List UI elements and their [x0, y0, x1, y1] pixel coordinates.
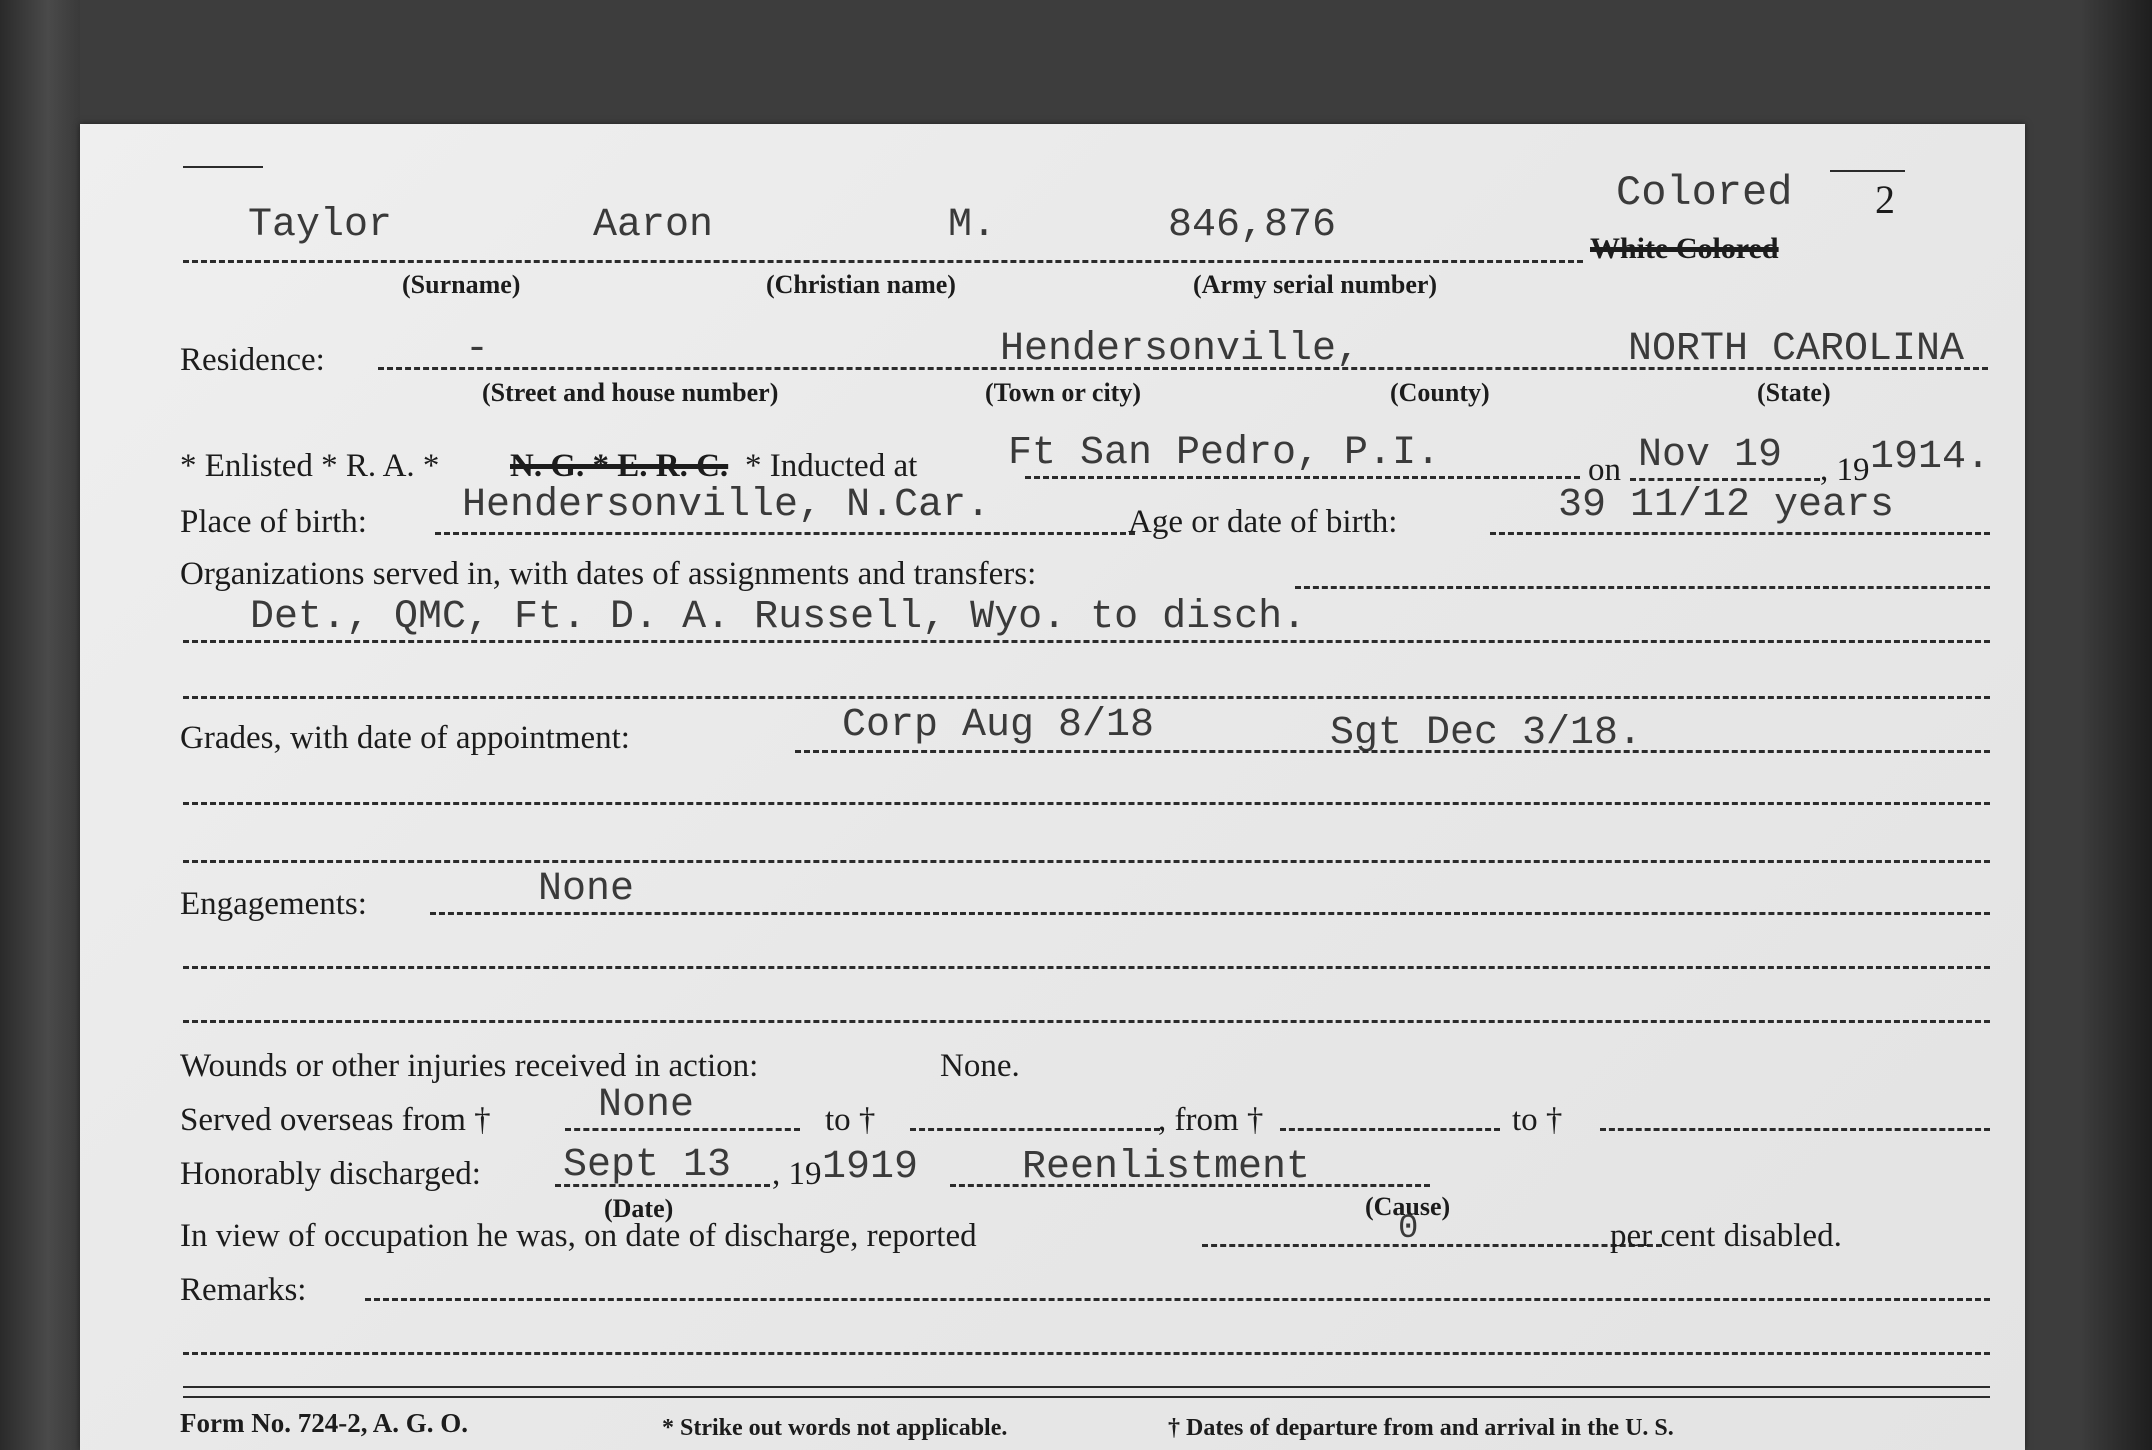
state-caption: (State) [1757, 378, 1831, 407]
age-value: 39 11/12 years [1558, 483, 1895, 528]
grades-label: Grades, with date of appointment: [180, 720, 630, 756]
footnote-strike-out: * Strike out words not applicable. [662, 1415, 1008, 1441]
card-number: 2 [1875, 177, 1895, 222]
street-caption: (Street and house number) [482, 378, 779, 407]
footer-rule [183, 1396, 1990, 1398]
residence-line [378, 367, 1988, 370]
enlisted-struck-options: N. G. * E. R. C. [510, 448, 729, 484]
service-record-card [80, 124, 2025, 1450]
overseas-to-line [910, 1128, 1160, 1131]
organizations-value: Det., QMC, Ft. D. A. Russell, Wyo. to disch. [250, 595, 1307, 640]
discharge-cause-line [950, 1184, 1430, 1187]
wounds-value: None. [940, 1048, 1020, 1084]
disabled-label: per cent disabled. [1610, 1218, 1842, 1254]
remarks-line-1 [365, 1298, 1990, 1301]
organizations-line-3 [183, 696, 1990, 699]
birth-place-label: Place of birth: [180, 504, 367, 540]
grade-2-value: Sgt Dec 3/18. [1330, 711, 1643, 756]
engagements-label: Engagements: [180, 886, 367, 922]
occupation-label: In view of occupation he was, on date of discharge, reported [180, 1218, 977, 1254]
discharge-date-line [555, 1184, 770, 1187]
organizations-label: Organizations served in, with dates of assignments and transfers: [180, 556, 1037, 592]
footnote-dates: † Dates of departure from and arrival in the U. S. [1168, 1415, 1674, 1441]
disabled-percent-line [1202, 1244, 1662, 1247]
engagements-value: None [538, 867, 635, 912]
overseas-to-label: to † [825, 1102, 876, 1138]
serial-number-caption: (Army serial number) [1193, 270, 1438, 299]
footer-rule-left [183, 1386, 1148, 1388]
christian-name-value: Aaron [593, 203, 714, 248]
residence-label: Residence: [180, 342, 325, 378]
cause-caption: (Cause) [1365, 1192, 1451, 1221]
enlisted-year-prefix: , 19 [1820, 452, 1870, 488]
age-line [1490, 532, 1990, 535]
race-options-struck: White Colored [1590, 232, 1779, 265]
grades-line-3 [183, 860, 1990, 863]
enlisted-place-value: Ft San Pedro, P.I. [1008, 431, 1441, 476]
residence-state-value: NORTH CAROLINA [1628, 327, 1965, 372]
enlisted-date-value: Nov 19 [1638, 433, 1783, 478]
engagements-line-1 [430, 912, 1990, 915]
served-overseas-label: Served overseas from † [180, 1102, 491, 1138]
overseas-to-2-line [1600, 1128, 1990, 1131]
footer-rule-right [1065, 1386, 1990, 1388]
enlisted-date-line [1630, 478, 1820, 481]
surname-value: Taylor [248, 203, 393, 248]
discharge-year-prefix: , 19 [772, 1156, 822, 1192]
residence-street-value: - [465, 327, 490, 372]
middle-initial-value: M. [948, 203, 997, 248]
date-caption: (Date) [604, 1194, 674, 1223]
overseas-from-2-label: , from † [1158, 1102, 1264, 1138]
grades-line-2 [183, 802, 1990, 805]
name-line [183, 260, 1583, 263]
enlisted-place-line [1025, 476, 1580, 479]
age-label: Age or date of birth: [1128, 504, 1398, 540]
engagements-line-3 [183, 1020, 1990, 1023]
card-number-rule [1830, 170, 1905, 172]
enlisted-label-suffix: * Inducted at [745, 448, 918, 484]
overseas-to-2-label: to † [1512, 1102, 1563, 1138]
wounds-label: Wounds or other injuries received in action: [180, 1048, 759, 1084]
grade-1-value: Corp Aug 8/18 [842, 703, 1155, 748]
form-number: Form No. 724-2, A. G. O. [180, 1408, 468, 1438]
enlisted-year-value: 1914. [1870, 435, 1991, 480]
town-caption: (Town or city) [985, 378, 1141, 407]
disabled-percent-value: 0 [1398, 1210, 1419, 1248]
enlisted-label-prefix: * Enlisted * R. A. * [180, 448, 440, 484]
overseas-from-2-line [1280, 1128, 1500, 1131]
residence-town-value: Hendersonville, [1000, 327, 1361, 372]
header-rule [183, 166, 263, 168]
discharge-year-value: 1919 [822, 1145, 919, 1190]
class-line: Colored [1616, 169, 1793, 217]
christian-name-caption: (Christian name) [766, 270, 956, 299]
remarks-line-2 [183, 1352, 1990, 1355]
scan-background-right [2082, 0, 2152, 1450]
birth-place-line [435, 532, 1135, 535]
serial-number-value: 846,876 [1168, 203, 1337, 248]
scan-background-left [0, 0, 80, 1450]
surname-caption: (Surname) [402, 270, 521, 299]
discharge-cause-value: Reenlistment [1022, 1145, 1311, 1190]
remarks-label: Remarks: [180, 1272, 307, 1308]
discharge-date-value: Sept 13 [563, 1143, 732, 1188]
organizations-line-2 [183, 640, 1990, 643]
overseas-from-line [565, 1128, 800, 1131]
engagements-line-2 [183, 966, 1990, 969]
organizations-line-1 [1295, 586, 1990, 589]
overseas-from-value: None [598, 1083, 695, 1128]
birth-place-value: Hendersonville, N.Car. [462, 483, 991, 528]
enlisted-on-label: on [1588, 452, 1621, 488]
discharged-label: Honorably discharged: [180, 1156, 481, 1192]
county-caption: (County) [1390, 378, 1490, 407]
grades-line-1 [795, 750, 1990, 753]
